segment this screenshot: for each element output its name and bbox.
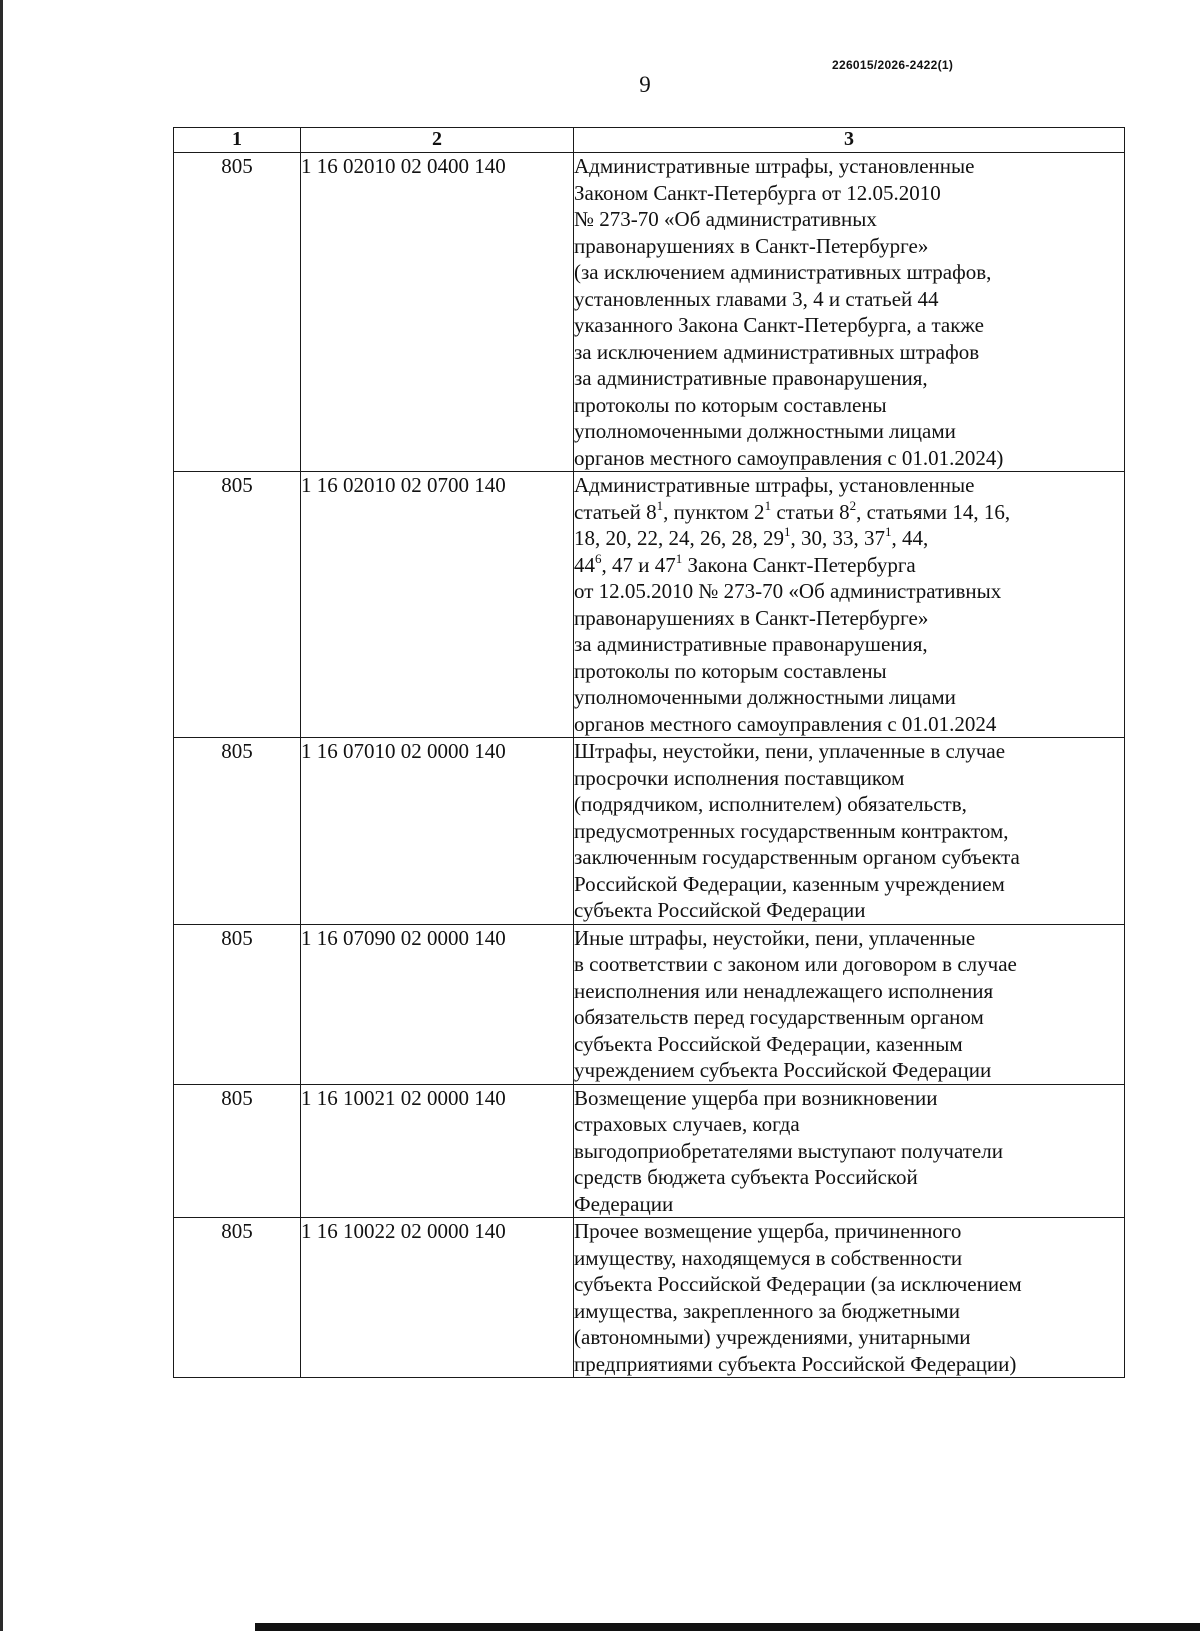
revenue-description-cell <box>574 738 1125 925</box>
description-line: Возмещение ущерба при возникновении <box>574 1085 938 1110</box>
description-line: субъекта Российской Федерации, казенным <box>574 1031 963 1056</box>
description-line: выгодоприобретателями выступают получатели <box>574 1138 1003 1163</box>
description-line: средств бюджета субъекта Российской <box>574 1165 918 1189</box>
description-line: № 273-70 «Об административных <box>574 207 877 231</box>
description-line: за административные правонарушения, <box>574 366 928 390</box>
column-header-3: 3 <box>574 128 1125 153</box>
description-line: субъекта Российской Федерации (за исключением <box>574 1272 1022 1296</box>
administrator-code-cell: 805 <box>174 153 301 472</box>
budget-classification-code-cell: 1 16 10022 02 0000 140 <box>301 1218 574 1378</box>
description-line: правонарушениях в Санкт-Петербурге» <box>574 233 929 258</box>
description-line: протоколы по которым составлены <box>574 658 887 683</box>
description-line: Прочее возмещение ущерба, причиненного <box>574 1219 962 1243</box>
description-line: предусмотренных государственным контрактом, <box>574 818 1009 843</box>
revenue-description-cell <box>574 472 1125 738</box>
description-line: Федерации <box>574 1191 674 1216</box>
description-line: Административные штрафы, установленные <box>574 473 975 497</box>
table-body <box>174 153 1125 1378</box>
description-line: (автономными) учреждениями, унитарными <box>574 1325 971 1349</box>
description-line: предприятиями субъекта Российской Федерации) <box>574 1351 1017 1376</box>
description-line: уполномоченными должностными лицами <box>574 419 956 443</box>
description-line: субъекта Российской Федерации <box>574 898 866 922</box>
revenue-description-cell <box>574 924 1125 1084</box>
revenue-description-cell <box>574 1218 1125 1378</box>
description-line: органов местного самоуправления с 01.01.2024 <box>574 711 997 736</box>
table-row <box>174 924 1125 1084</box>
description-line: Административные штрафы, установленные <box>574 154 975 178</box>
table-row <box>174 472 1125 738</box>
description-line: статьей $8^1$, пунктом $2^1$ статьи $8^2$, статьями 14, 16, <box>574 497 1011 524</box>
description-line: заключенным государственным органом субъекта <box>574 845 1020 869</box>
budget-classification-code-cell: 1 16 10021 02 0000 140 <box>301 1084 574 1218</box>
description-line: Иные штрафы, неустойки, пени, уплаченные <box>574 925 976 950</box>
description-line: Штрафы, неустойки, пени, уплаченные в случае <box>574 739 1006 763</box>
description-line: правонарушениях в Санкт-Петербурге» <box>574 605 929 630</box>
table-header-row <box>174 128 1125 153</box>
revenue-description-cell <box>574 153 1125 472</box>
document-number: 226015/2026-2422(1) <box>832 58 954 72</box>
description-line: Российской Федерации, казенным учреждением <box>574 871 1005 896</box>
description-line: протоколы по которым составлены <box>574 392 887 417</box>
budget-classification-code-cell: 1 16 07090 02 0000 140 <box>301 924 574 1084</box>
description-line: имущества, закрепленного за бюджетными <box>574 1298 960 1323</box>
description-line: просрочки исполнения поставщиком <box>574 765 905 790</box>
scan-edge-left <box>0 0 3 1631</box>
budget-classification-code-cell: 1 16 02010 02 0400 140 <box>301 153 574 472</box>
budget-classification-code-cell: 1 16 02010 02 0700 140 <box>301 472 574 738</box>
description-line: 18, 20, 22, 24, 26, 28, $29^1$, 30, 33, $37^1$, 44, <box>574 524 929 550</box>
administrator-code-cell: 805 <box>174 472 301 738</box>
administrator-code-cell: 805 <box>174 1218 301 1378</box>
description-line: (подрядчиком, исполнителем) обязательств, <box>574 792 967 816</box>
description-line: неисполнения или ненадлежащего исполнения <box>574 978 994 1003</box>
description-line: обязательств перед государственным органом <box>574 1005 984 1029</box>
administrator-code-cell: 805 <box>174 1084 301 1218</box>
scan-edge-bottom <box>255 1623 1200 1631</box>
description-line: имуществу, находящемуся в собственности <box>574 1245 963 1270</box>
description-line: в соответствии с законом или договором в случае <box>574 952 1017 976</box>
description-line: от 12.05.2010 № 273-70 «Об административных <box>574 579 1002 603</box>
table-row <box>174 1084 1125 1218</box>
column-header-1: 1 <box>174 128 301 153</box>
page-number: 9 <box>639 72 651 97</box>
description-line: страховых случаев, когда <box>574 1112 800 1136</box>
table-row <box>174 738 1125 925</box>
budget-classification-code-cell: 1 16 07010 02 0000 140 <box>301 738 574 925</box>
description-line: (за исключением административных штрафов, <box>574 260 992 284</box>
column-header-2: 2 <box>301 128 574 153</box>
administrator-code-cell: 805 <box>174 738 301 925</box>
description-line: установленных главами 3, 4 и статьей 44 <box>574 286 939 311</box>
description-line: $44^6$, 47 и $47^1$ Закона Санкт-Петербурга <box>574 550 916 577</box>
description-line: за административные правонарушения, <box>574 632 928 656</box>
revenue-description-cell <box>574 1084 1125 1218</box>
revenue-codes-table <box>173 127 1125 1378</box>
administrator-code-cell: 805 <box>174 924 301 1084</box>
description-line: учреждением субъекта Российской Федерации <box>574 1058 992 1082</box>
description-line: уполномоченными должностными лицами <box>574 685 956 709</box>
description-line: Законом Санкт-Петербурга от 12.05.2010 <box>574 180 941 205</box>
table-row <box>174 153 1125 472</box>
description-line: указанного Закона Санкт-Петербурга, а также <box>574 313 984 337</box>
description-line: органов местного самоуправления с 01.01.2024) <box>574 445 1004 470</box>
table-row <box>174 1218 1125 1378</box>
description-line: за исключением административных штрафов <box>574 339 980 364</box>
